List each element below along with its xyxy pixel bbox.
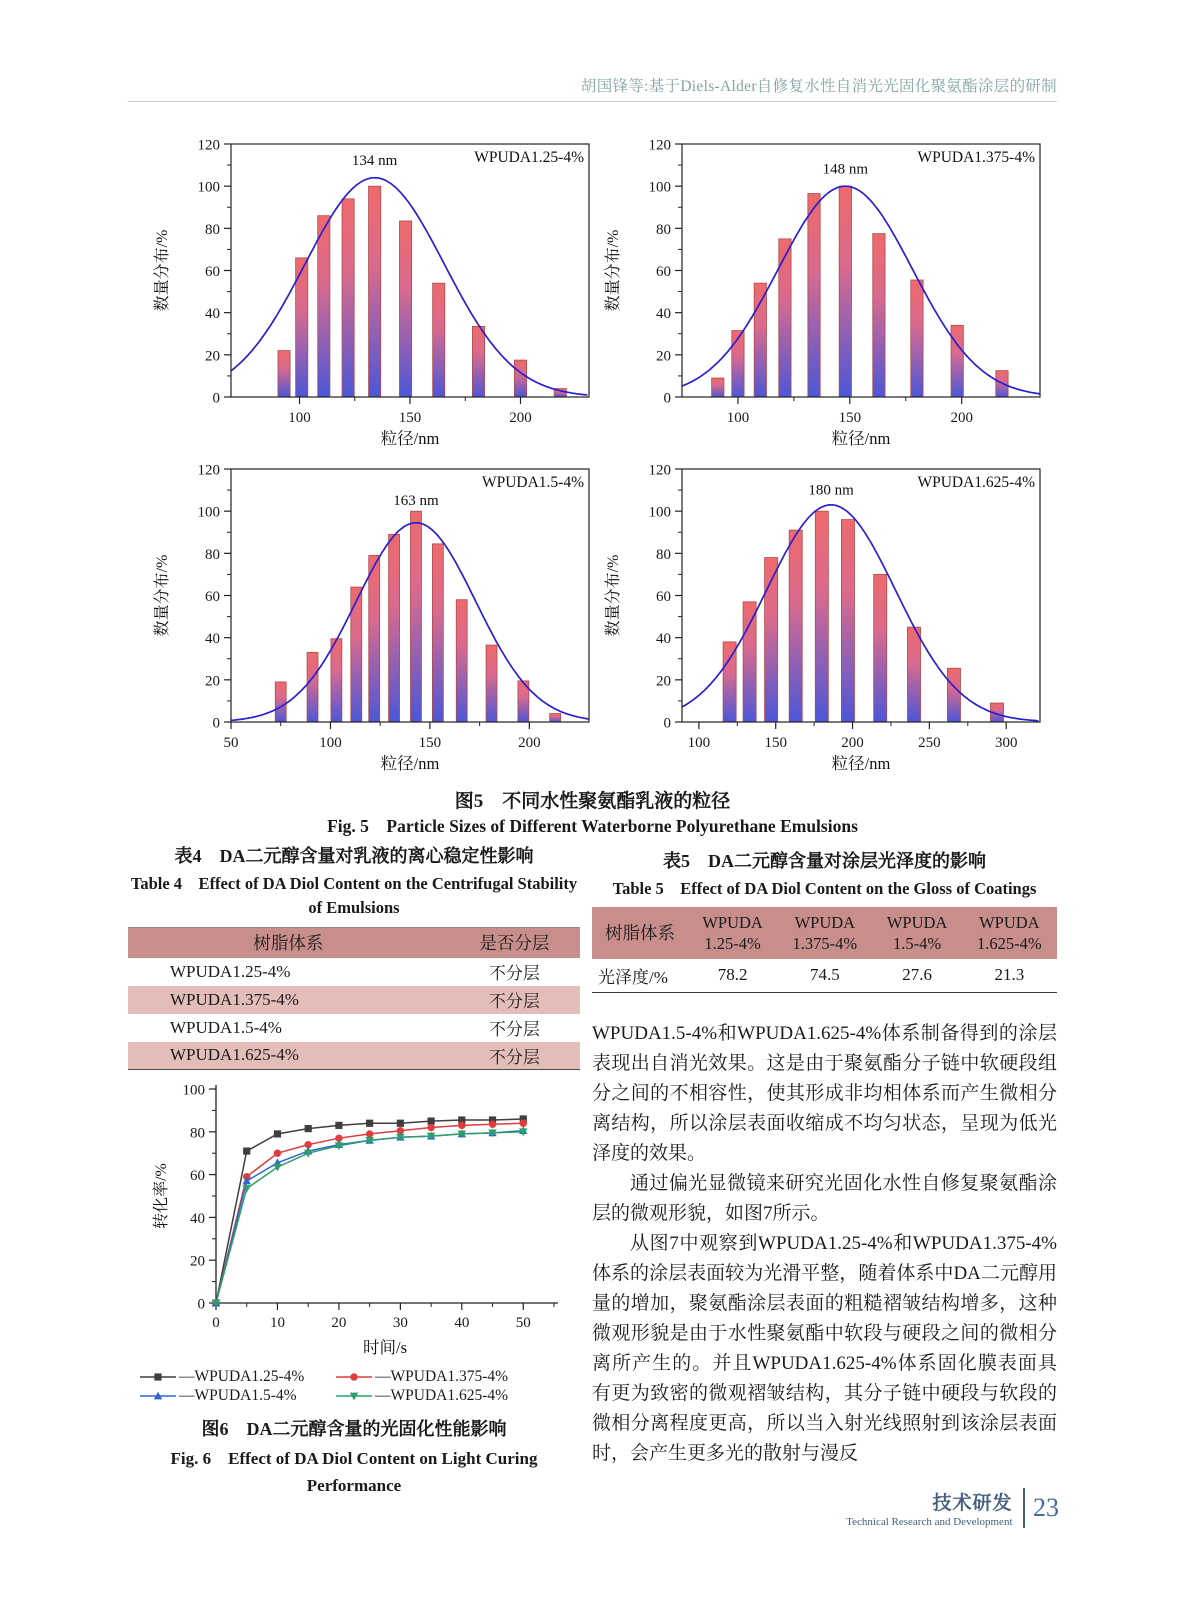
- legend-marker-icon: [139, 1371, 177, 1383]
- svg-text:30: 30: [392, 1315, 408, 1331]
- bar: [907, 627, 920, 722]
- running-head: [128, 74, 1057, 96]
- y-axis-title: 数量分布/%: [605, 554, 622, 637]
- series-WPUDA1.625-4%: [212, 1128, 528, 1307]
- footer-divider: [1023, 1488, 1026, 1528]
- footer-section: [846, 1488, 1012, 1528]
- table-cell: 78.2: [717, 965, 748, 985]
- peak-annotation: 134 nm: [351, 153, 398, 170]
- running-head-text: 胡国锋等:基于Diels-Alder自修复水性自消光光固化聚氨酯涂层的研制: [580, 78, 1057, 95]
- figure6-caption-zh: 图6 DA二元醇含量的光固化性能影响: [201, 1419, 507, 1439]
- legend-label: —WPUDA1.25-4%: [179, 1368, 305, 1385]
- svg-text:60: 60: [656, 589, 671, 605]
- bar: [275, 682, 286, 722]
- table-cell: 不分层: [488, 964, 540, 983]
- x-axis-title: 时间/s: [362, 1338, 408, 1357]
- bar: [911, 280, 923, 397]
- svg-text:50: 50: [515, 1315, 531, 1331]
- legend-label: —WPUDA1.625-4%: [375, 1387, 509, 1404]
- table4-title-en: Table 4 Effect of DA Diol Content on the Centrifugal Stability of Emulsions: [130, 874, 578, 917]
- series-label: WPUDA1.375-4%: [917, 149, 1035, 166]
- table-row: [128, 986, 580, 1014]
- right-column: [592, 848, 1057, 1469]
- svg-text:0: 0: [212, 390, 220, 407]
- bar: [723, 642, 736, 722]
- svg-text:100: 100: [648, 179, 671, 196]
- y-axis-title: 数量分布/%: [154, 229, 171, 312]
- table5: [592, 907, 1057, 993]
- svg-text:20: 20: [190, 1253, 205, 1270]
- particle-size-chart-wpuda-1-625: [596, 456, 1048, 778]
- bar: [410, 511, 421, 722]
- svg-text:100: 100: [197, 179, 220, 196]
- table-row: [128, 958, 580, 986]
- table5-header-cell: WPUDA 1.5-4%: [886, 913, 948, 953]
- svg-text:200: 200: [950, 410, 973, 426]
- svg-text:120: 120: [197, 462, 220, 479]
- bar: [754, 283, 766, 397]
- table4: [128, 927, 580, 1070]
- svg-text:0: 0: [212, 1315, 220, 1331]
- figure6-legend: [128, 1368, 580, 1405]
- table5-header-cell: 树脂体系: [605, 922, 675, 943]
- table4-header-cell: 是否分层: [479, 933, 550, 954]
- svg-text:20: 20: [331, 1315, 347, 1331]
- table5-title-zh: 表5 DA二元醇含量对涂层光泽度的影响: [663, 851, 986, 871]
- legend-item: [139, 1368, 335, 1386]
- svg-text:100: 100: [648, 504, 671, 521]
- bar: [841, 520, 854, 722]
- table-cell: 74.5: [809, 965, 840, 985]
- page-footer: [846, 1488, 1059, 1528]
- table5-title-en: Table 5 Effect of DA Diol Content on the Gloss of Coatings: [612, 879, 1037, 898]
- bar: [486, 645, 497, 722]
- table5-header-cell: WPUDA 1.375-4%: [792, 913, 858, 953]
- bar: [307, 652, 318, 722]
- svg-text:40: 40: [454, 1315, 470, 1331]
- table-cell: 不分层: [488, 1020, 540, 1039]
- table-cell: 27.6: [902, 965, 932, 985]
- svg-text:60: 60: [205, 264, 220, 280]
- table-cell: WPUDA1.375-4%: [170, 989, 299, 1009]
- table4-header-cell: 树脂体系: [253, 933, 324, 954]
- series-WPUDA1.5-4%: [212, 1126, 528, 1306]
- svg-text:40: 40: [190, 1210, 205, 1227]
- peak-annotation: 148 nm: [822, 161, 869, 178]
- svg-text:100: 100: [319, 735, 342, 751]
- body-text: [592, 1019, 1057, 1469]
- x-axis-title: 粒径/nm: [831, 754, 891, 773]
- legend-item: [139, 1387, 335, 1405]
- svg-text:150: 150: [418, 735, 442, 751]
- svg-text:20: 20: [656, 673, 671, 690]
- bar: [779, 239, 791, 397]
- bar: [712, 378, 724, 397]
- svg-text:40: 40: [205, 631, 220, 648]
- legend-marker-icon: [139, 1390, 177, 1402]
- bar: [514, 360, 526, 397]
- bar: [331, 639, 342, 722]
- particle-size-chart-wpuda-1-5: [145, 456, 597, 778]
- y-axis-title: 数量分布/%: [154, 554, 171, 637]
- particle-size-chart-wpuda-1-375: [596, 131, 1048, 453]
- figure6: [128, 1073, 580, 1368]
- bar: [743, 602, 756, 722]
- bar: [789, 530, 802, 722]
- figure6-caption-en: Fig. 6 Effect of DA Diol Content on Light Curing Performance: [170, 1449, 538, 1495]
- table5-header-cell: WPUDA 1.25-4%: [702, 913, 763, 953]
- svg-text:0: 0: [212, 715, 220, 732]
- svg-text:250: 250: [918, 735, 941, 751]
- x-axis-title: 粒径/nm: [380, 754, 440, 773]
- legend-item: [335, 1368, 569, 1386]
- bar: [456, 600, 467, 722]
- bars: [275, 511, 560, 722]
- svg-text:20: 20: [205, 673, 220, 690]
- paragraph: WPUDA1.5-4%和WPUDA1.625-4%体系制备得到的涂层表现出自消光效果。这是由于聚氨酯分子链中软硬段组分之间的不相容性，使其形成非均相体系而产生微相分离结构，所以涂层表面收缩成不均匀状态，呈现为低光泽度的效果。: [592, 1022, 1057, 1164]
- paragraph: 从图7中观察到WPUDA1.25-4%和WPUDA1.375-4%体系的涂层表面较为光滑平整，随着体系中DA二元醇用量的增加，聚氨酯涂层表面的粗糙褶皱结构增多，这种微观形貌是由于水性聚氨酯中软段与硬段之间的微相分离所产生的。并且WPUDA1.625-4%体系固化膜表面具有更为致密的微观褶皱结构，其分子链中硬段与软段的微相分离程度更高，所以当入射光线照射到该涂层表面时，会产生更多光的散射与漫反: [592, 1232, 1057, 1464]
- svg-text:80: 80: [190, 1125, 205, 1142]
- table-cell: 光泽度/%: [598, 967, 668, 987]
- series-label: WPUDA1.625-4%: [917, 474, 1035, 491]
- bar: [815, 511, 828, 722]
- svg-text:200: 200: [518, 735, 541, 751]
- bars: [278, 186, 566, 397]
- left-column: [128, 843, 580, 1499]
- y-axis-title: 转化率/%: [153, 1163, 170, 1229]
- figure5-caption-zh: 图5 不同水性聚氨酯乳液的粒径: [454, 791, 731, 812]
- bar: [839, 186, 851, 397]
- svg-text:20: 20: [205, 348, 220, 365]
- series-label: WPUDA1.5-4%: [481, 474, 584, 491]
- table-row: [592, 959, 1057, 992]
- series-label: WPUDA1.25-4%: [474, 149, 584, 166]
- legend-marker-icon: [335, 1371, 373, 1383]
- svg-text:200: 200: [841, 735, 864, 751]
- svg-text:0: 0: [197, 1296, 205, 1313]
- bars: [712, 186, 1008, 397]
- svg-text:40: 40: [656, 631, 671, 648]
- table5-header-cell: WPUDA 1.625-4%: [977, 913, 1042, 953]
- y-axis-title: 数量分布/%: [605, 229, 622, 312]
- bar: [278, 351, 290, 397]
- svg-text:60: 60: [656, 264, 671, 280]
- legend-label: —WPUDA1.5-4%: [179, 1387, 297, 1404]
- bar: [874, 574, 887, 722]
- legend-item: [335, 1387, 569, 1405]
- figure5-caption-en: Fig. 5 Particle Sizes of Different Waterborne Polyurethane Emulsions: [327, 816, 858, 836]
- particle-size-chart-wpuda-1-25: [145, 131, 597, 453]
- bar: [951, 325, 963, 397]
- svg-text:100: 100: [726, 410, 750, 426]
- svg-text:100: 100: [197, 504, 220, 521]
- table-cell: 不分层: [488, 992, 540, 1011]
- legend-label: —WPUDA1.375-4%: [375, 1368, 509, 1385]
- svg-text:100: 100: [687, 735, 711, 751]
- svg-text:150: 150: [764, 735, 787, 751]
- bar: [389, 534, 400, 722]
- peak-annotation: 163 nm: [393, 492, 439, 509]
- bar: [318, 216, 330, 397]
- table-cell: WPUDA1.5-4%: [170, 1017, 282, 1037]
- table-row: [128, 1042, 580, 1070]
- svg-text:200: 200: [509, 410, 532, 426]
- bar: [947, 668, 960, 722]
- table4-title-zh: 表4 DA二元醇含量对乳液的离心稳定性影响: [174, 846, 534, 866]
- bar: [400, 221, 412, 397]
- bar: [342, 199, 354, 397]
- paragraph: 通过偏光显微镜来研究光固化水性自修复聚氨酯涂层的微观形貌，如图7所示。: [592, 1172, 1057, 1224]
- bar: [432, 544, 443, 722]
- page-number: 23: [1033, 1493, 1059, 1522]
- svg-text:300: 300: [994, 735, 1018, 751]
- table-cell: WPUDA1.25-4%: [170, 961, 291, 981]
- peak-annotation: 180 nm: [808, 482, 854, 499]
- svg-text:20: 20: [656, 348, 671, 365]
- svg-text:150: 150: [398, 410, 422, 426]
- series-WPUDA1.375-4%: [212, 1120, 527, 1307]
- bar: [873, 234, 885, 397]
- svg-text:120: 120: [197, 137, 220, 154]
- svg-text:120: 120: [648, 137, 671, 154]
- footer-section-zh: 技术研发: [932, 1493, 1013, 1514]
- svg-text:0: 0: [663, 715, 671, 732]
- table-cell: WPUDA1.625-4%: [170, 1045, 299, 1065]
- svg-text:100: 100: [182, 1082, 205, 1099]
- table-row: [128, 1014, 580, 1042]
- bar: [369, 555, 380, 722]
- svg-text:80: 80: [656, 221, 671, 238]
- light-curing-line-chart: [148, 1073, 568, 1363]
- footer-section-en: Technical Research and Development: [846, 1516, 1013, 1528]
- svg-text:40: 40: [656, 306, 671, 323]
- table-cell: 不分层: [488, 1047, 540, 1067]
- svg-text:80: 80: [205, 221, 220, 238]
- bar: [550, 714, 561, 722]
- header-rule: [128, 101, 1057, 102]
- bar: [472, 326, 484, 397]
- svg-text:0: 0: [663, 390, 671, 407]
- table-cell: 21.3: [994, 965, 1025, 985]
- svg-text:40: 40: [205, 306, 220, 323]
- svg-text:100: 100: [288, 410, 311, 426]
- bar: [369, 186, 381, 397]
- bar: [808, 194, 820, 397]
- svg-text:150: 150: [838, 410, 862, 426]
- svg-text:120: 120: [648, 462, 671, 479]
- svg-text:60: 60: [205, 589, 220, 605]
- bar: [732, 331, 744, 397]
- bar: [433, 283, 445, 397]
- svg-text:60: 60: [190, 1168, 205, 1185]
- x-axis-title: 粒径/nm: [831, 429, 891, 448]
- svg-text:10: 10: [269, 1315, 285, 1331]
- svg-text:80: 80: [656, 546, 671, 563]
- svg-text:80: 80: [205, 546, 220, 563]
- bars: [723, 511, 1003, 722]
- x-axis-title: 粒径/nm: [380, 429, 440, 448]
- svg-text:50: 50: [223, 735, 239, 751]
- legend-marker-icon: [335, 1390, 373, 1402]
